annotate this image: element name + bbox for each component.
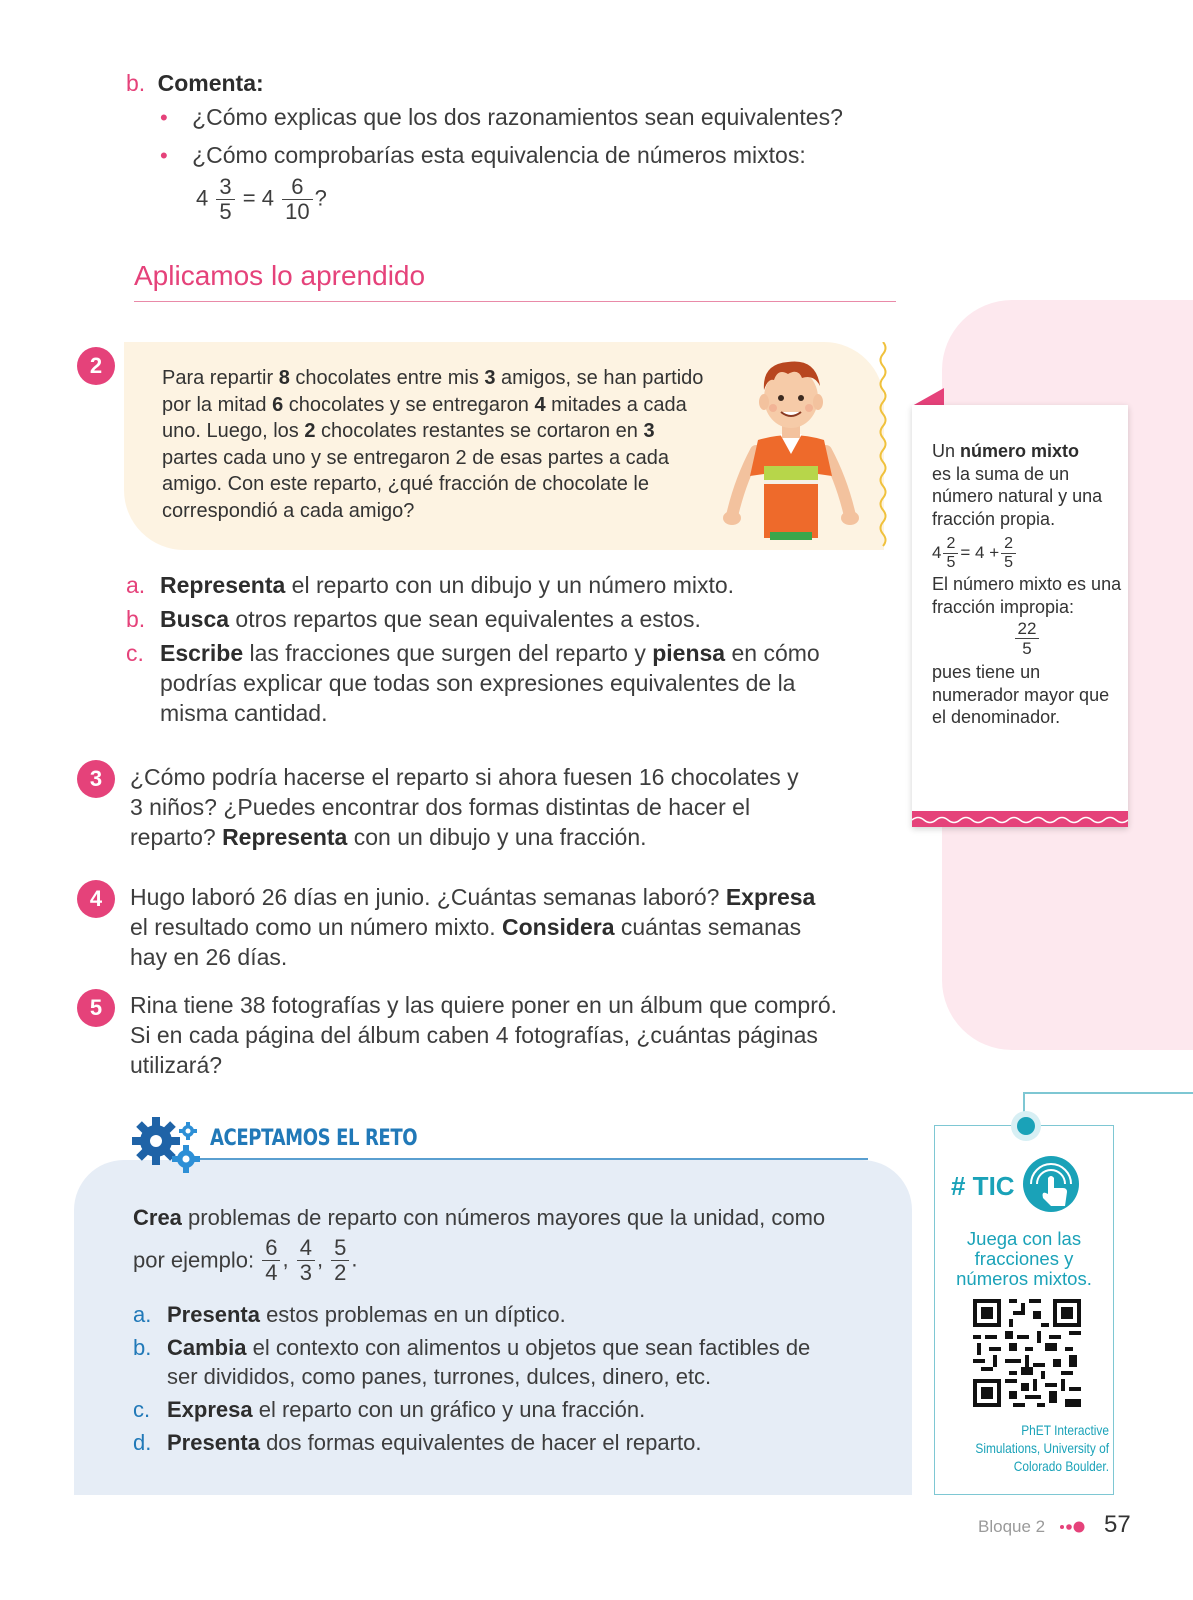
item-text: Presenta estos problemas en un díptico. (167, 1302, 566, 1327)
list-item (133, 1395, 813, 1424)
touch-icon (1021, 1154, 1081, 1214)
section-title: Aplicamos lo aprendido (134, 260, 426, 291)
footer-block: Bloque 2 (978, 1517, 1046, 1536)
story-text: Para repartir 8 chocolates entre mis 3 amigos, se han partido por la mitad 6 chocolates y se entregaron 4 mitades a cada uno. Luego, los 2 chocolates restantes se cortaron en 3 partes cada uno y se entregaron 2 de esas partes a cada amigo. Con este reparto, ¿qué fracción de chocolate le correspondió a cada amigo? (162, 367, 704, 522)
problem-number-2: 2 (77, 347, 115, 385)
problem-number-5: 5 (77, 989, 115, 1027)
reto-items (133, 1300, 813, 1461)
item-letter: b. (126, 606, 146, 632)
problem-number-3: 3 (77, 760, 115, 798)
problem3-text: ¿Cómo podría hacerse el reparto si ahora fuesen 16 chocolates y 3 niños? ¿Puedes encontrar dos formas distintas de hacer el reparto? Representa con un dibujo y una fracción. (130, 764, 799, 850)
list-item (133, 1300, 813, 1329)
item-text: Representa el reparto con un dibujo y un número mixto. (160, 572, 735, 598)
bullet-icon: • (160, 143, 168, 168)
tic-text: Juega con las fracciones y números mixtos. (956, 1228, 1092, 1289)
item-text: Presenta dos formas equivalentes de hacer el reparto. (167, 1430, 702, 1455)
list-item (133, 1428, 813, 1457)
comenta-heading (126, 68, 264, 98)
tic-box (934, 1125, 1114, 1495)
item-letter: c. (133, 1397, 151, 1422)
problem4-text: Hugo laboró 26 días en junio. ¿Cuántas semanas laboró? Expresa el resultado como un número mixto. Considera cuántas semanas hay en 26 días. (130, 884, 816, 970)
tic-connector-line (1023, 1092, 1193, 1094)
footer-dots-icon (1058, 1520, 1088, 1534)
item-letter: a. (133, 1302, 152, 1327)
tic-label: # TIC (951, 1171, 1015, 1201)
note-equation: 4 $\frac{2}{5}$ = 4 + $\frac{2}{5}$ (932, 536, 1122, 571)
note-improper-fraction: $\frac{22}{5}$ (932, 620, 1122, 657)
problem2-items (126, 570, 826, 732)
reto-title: ACEPTAMOS EL RETO (210, 1126, 418, 1151)
item-letter: a. (126, 572, 146, 598)
note-improper-text: El número mixto es una fracción impropia: (932, 574, 1122, 617)
wavy-border (876, 342, 890, 550)
bullet-item: • ¿Cómo explicas que los dos razonamientos sean equivalentes? (160, 104, 843, 130)
item-letter: b. (133, 1335, 152, 1360)
list-item (126, 638, 826, 728)
note-reason: pues tiene un numerador mayor que el denominador. (932, 662, 1110, 727)
section-divider (134, 301, 896, 302)
problem-number-4: 4 (77, 880, 115, 918)
tic-dot (1010, 1110, 1042, 1142)
note-term: número mixto (960, 441, 1080, 461)
item-text: Busca otros repartos que sean equivalentes a estos. (160, 606, 701, 632)
note-line1-pre: Un (932, 441, 961, 461)
note-body (932, 440, 1122, 729)
gears-icon (130, 1115, 206, 1175)
item-letter: c. (126, 640, 144, 666)
problem5-text: Rina tiene 38 fotografías y las quiere poner en un álbum que compró. Si en cada página del álbum caben 4 fotografías, ¿cuántas páginas utilizará? (130, 992, 838, 1078)
mixed-number-note (912, 405, 1128, 827)
item-text: Cambia el contexto con alimentos u objetos que sean factibles de ser divididos, como panes, turrones, dulces, dinero, etc. (167, 1335, 811, 1389)
tic-credit: PhET Interactive Simulations, University of Colorado Boulder. (975, 1422, 1109, 1474)
item-letter: d. (133, 1430, 152, 1455)
reto-divider (200, 1158, 868, 1160)
reto-example: por ejemplo: $\frac{6}{4}$ , $\frac{4}{3}$ , $\frac{5}{2}$ . (133, 1235, 358, 1285)
qr-code (973, 1299, 1081, 1407)
mixed-number-equation: 4 $\frac{3}{5}$ = 4 $\frac{6}{10}$ ? (196, 174, 327, 224)
page-number: 57 (1104, 1511, 1131, 1538)
reto-intro: Crea problemas de reparto con números mayores que la unidad, como (133, 1205, 826, 1230)
note-wave-band (912, 811, 1128, 827)
item-text: Expresa el reparto con un gráfico y una fracción. (167, 1397, 646, 1422)
item-letter: b. (126, 70, 146, 96)
note-definition: es la suma de un número natural y una fracción propia. (932, 463, 1103, 529)
list-item (133, 1333, 813, 1391)
bullet-icon: • (160, 105, 168, 130)
boy-illustration (718, 356, 864, 542)
bullet-item: • ¿Cómo comprobarías esta equivalencia de números mixtos: (160, 142, 806, 168)
item-text: Escribe las fracciones que surgen del reparto y piensa en cómo podrías explicar que todas son expresiones equivalentes de la misma cantidad. (160, 640, 820, 726)
note-corner-tab (912, 388, 944, 406)
list-item (126, 604, 826, 634)
list-item (126, 570, 826, 600)
comenta-label: Comenta: (157, 70, 264, 96)
